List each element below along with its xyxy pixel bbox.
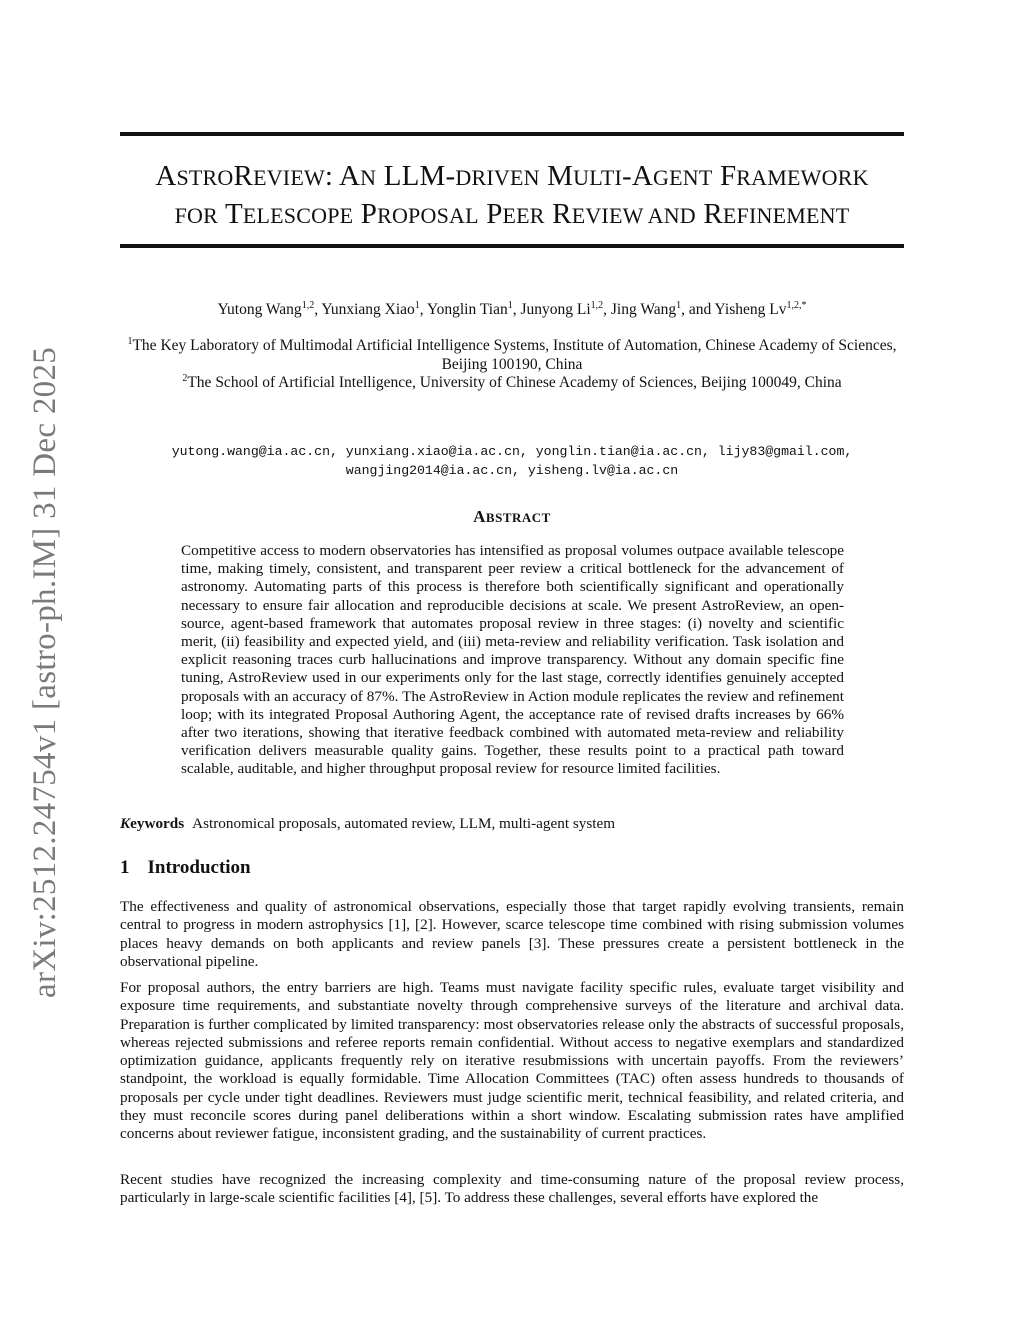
keywords <box>120 814 904 834</box>
author: Yonglin Tian$^1$ <box>426 299 513 318</box>
author-list: Yutong Wang$^{1,2}$, Yunxiang Xiao$^1$, Yonglin Tian$^1$, Junyong Li$^{1,2}$, Jing Wang$^1$, and Yisheng $Lv^{1,2,*}$ <box>217 299 807 318</box>
keywords-label: Keywords <box>120 815 185 832</box>
author: Yutong Wang$^{1,2}$ <box>217 299 315 318</box>
keywords-text: Astronomical proposals, automated review, LLM, multi-agent system <box>192 815 616 832</box>
paper-title <box>120 158 904 234</box>
abstract-heading: ABSTRACT <box>473 507 551 526</box>
title-line-1: ASTROREVIEW: AN LLM-DRIVEN MULTI-AGENT FRAMEWORK <box>155 160 869 192</box>
intro-paragraph-3: Recent studies have recognized the increasing complexity and time-consuming nature of the proposal review process, particularly in large-scale scientific facilities [4], [5]. To address these challenges, several efforts have explored the <box>120 1171 904 1207</box>
intro-paragraph-2: For proposal authors, the entry barriers are high. Teams must navigate facility specific rules, evaluate target visibility and exposure time requirements, and substantiate novelty through comprehensive surveys of the literature and archival data. Preparation is further complicated by limited transparency: most observatories release only the abstracts of successful proposals, whereas rejected submissions and referee reports remain confidential. Without access to negative exemplars and standardized optimization guidance, applicants frequently rely on iterative resubmissions with uncertain payoffs. From the reviewers’ standpoint, the workload is equally formidable. Time Allocation Committees (TAC) often assess hundreds to thousands of proposals per cycle under tight deadlines. Reviewers must judge scientific merit, technical feasibility, and related criteria, and they must reconcile scores during panel deliberations within a short window. Escalating submission rates have amplified concerns about reviewer fatigue, inconsistent grading, and the sustainability of current practices. <box>120 979 904 1143</box>
author: Yisheng $Lv^{1,2,*}$ <box>714 299 807 318</box>
section-heading-introduction: 1 Introduction <box>120 857 251 878</box>
author: Yunxiang Xiao$^1$ <box>321 299 420 318</box>
intro-paragraph-1: The effectiveness and quality of astronomical observations, especially those that target rapidly evolving transients, remain central to progress in modern astrophysics [1], [2]. However, scarce telescope time combined with rising submission volumes places heavy demands on both applicants and review panels [3]. These pressures create a persistent bottleneck in the observational pipeline. <box>120 898 904 970</box>
arxiv-identifier-stamp: arXiv:2512.24754v1 [astro-ph.IM] 31 Dec 2025 <box>27 346 63 998</box>
title-rule-top <box>120 132 904 136</box>
affiliation-1: $^1$The Key Laboratory of Multimodal Artificial Intelligence Systems, Institute of Automation, Chinese Academy of Sciences, Beijing 100190, China <box>127 335 897 373</box>
affiliation-2: $^2$The School of Artificial Intelligence, University of Chinese Academy of Sciences, Beijing 100049, China <box>182 372 842 391</box>
author: Junyong Li$^{1,2}$ <box>520 299 604 318</box>
title-rule-bottom <box>120 244 904 248</box>
abstract-text: Competitive access to modern observatories has intensified as proposal volumes outpace available telescope time, making timely, consistent, and transparent peer review a critical bottleneck for the advancement of astronomy. Automating parts of this process is therefore both scientifically significant and operationally necessary to ensure fair allocation and reproducible decisions at scale. We present AstroReview, an open-source, agent-based framework that automates proposal review in three stages: (i) novelty and scientific merit, (ii) feasibility and expected yield, and (iii) meta-review and reliability verification. Task isolation and explicit reasoning traces curb hallucinations and improve transparency. Without any domain specific fine tuning, AstroReview used in our experiments only for the last stage, correctly identifies genuinely accepted proposals with an accuracy of 87%. The AstroReview in Action module replicates the review and refinement loop; with its integrated Proposal Authoring Agent, the acceptance rate of revised drafts increases by 66% after two iterations, showing that iterative feedback combined with automated meta-review and reliability verification delivers measurable quality gains. Together, these results point to a practical path toward scalable, auditable, and higher throughput proposal review for resource limited facilities. <box>181 542 844 778</box>
author-emails: yutong.wang@ia.ac.cn, yunxiang.xiao@ia.ac.cn, yonglin.tian@ia.ac.cn, lijy83@gmail.com, wangjing2014@ia.ac.cn, yisheng.lv@ia.ac.cn <box>171 444 853 478</box>
author: Jing Wang$^1$ <box>610 299 682 318</box>
title-line-2: FOR TELESCOPE PROPOSAL PEER REVIEW AND REFINEMENT <box>174 198 850 230</box>
